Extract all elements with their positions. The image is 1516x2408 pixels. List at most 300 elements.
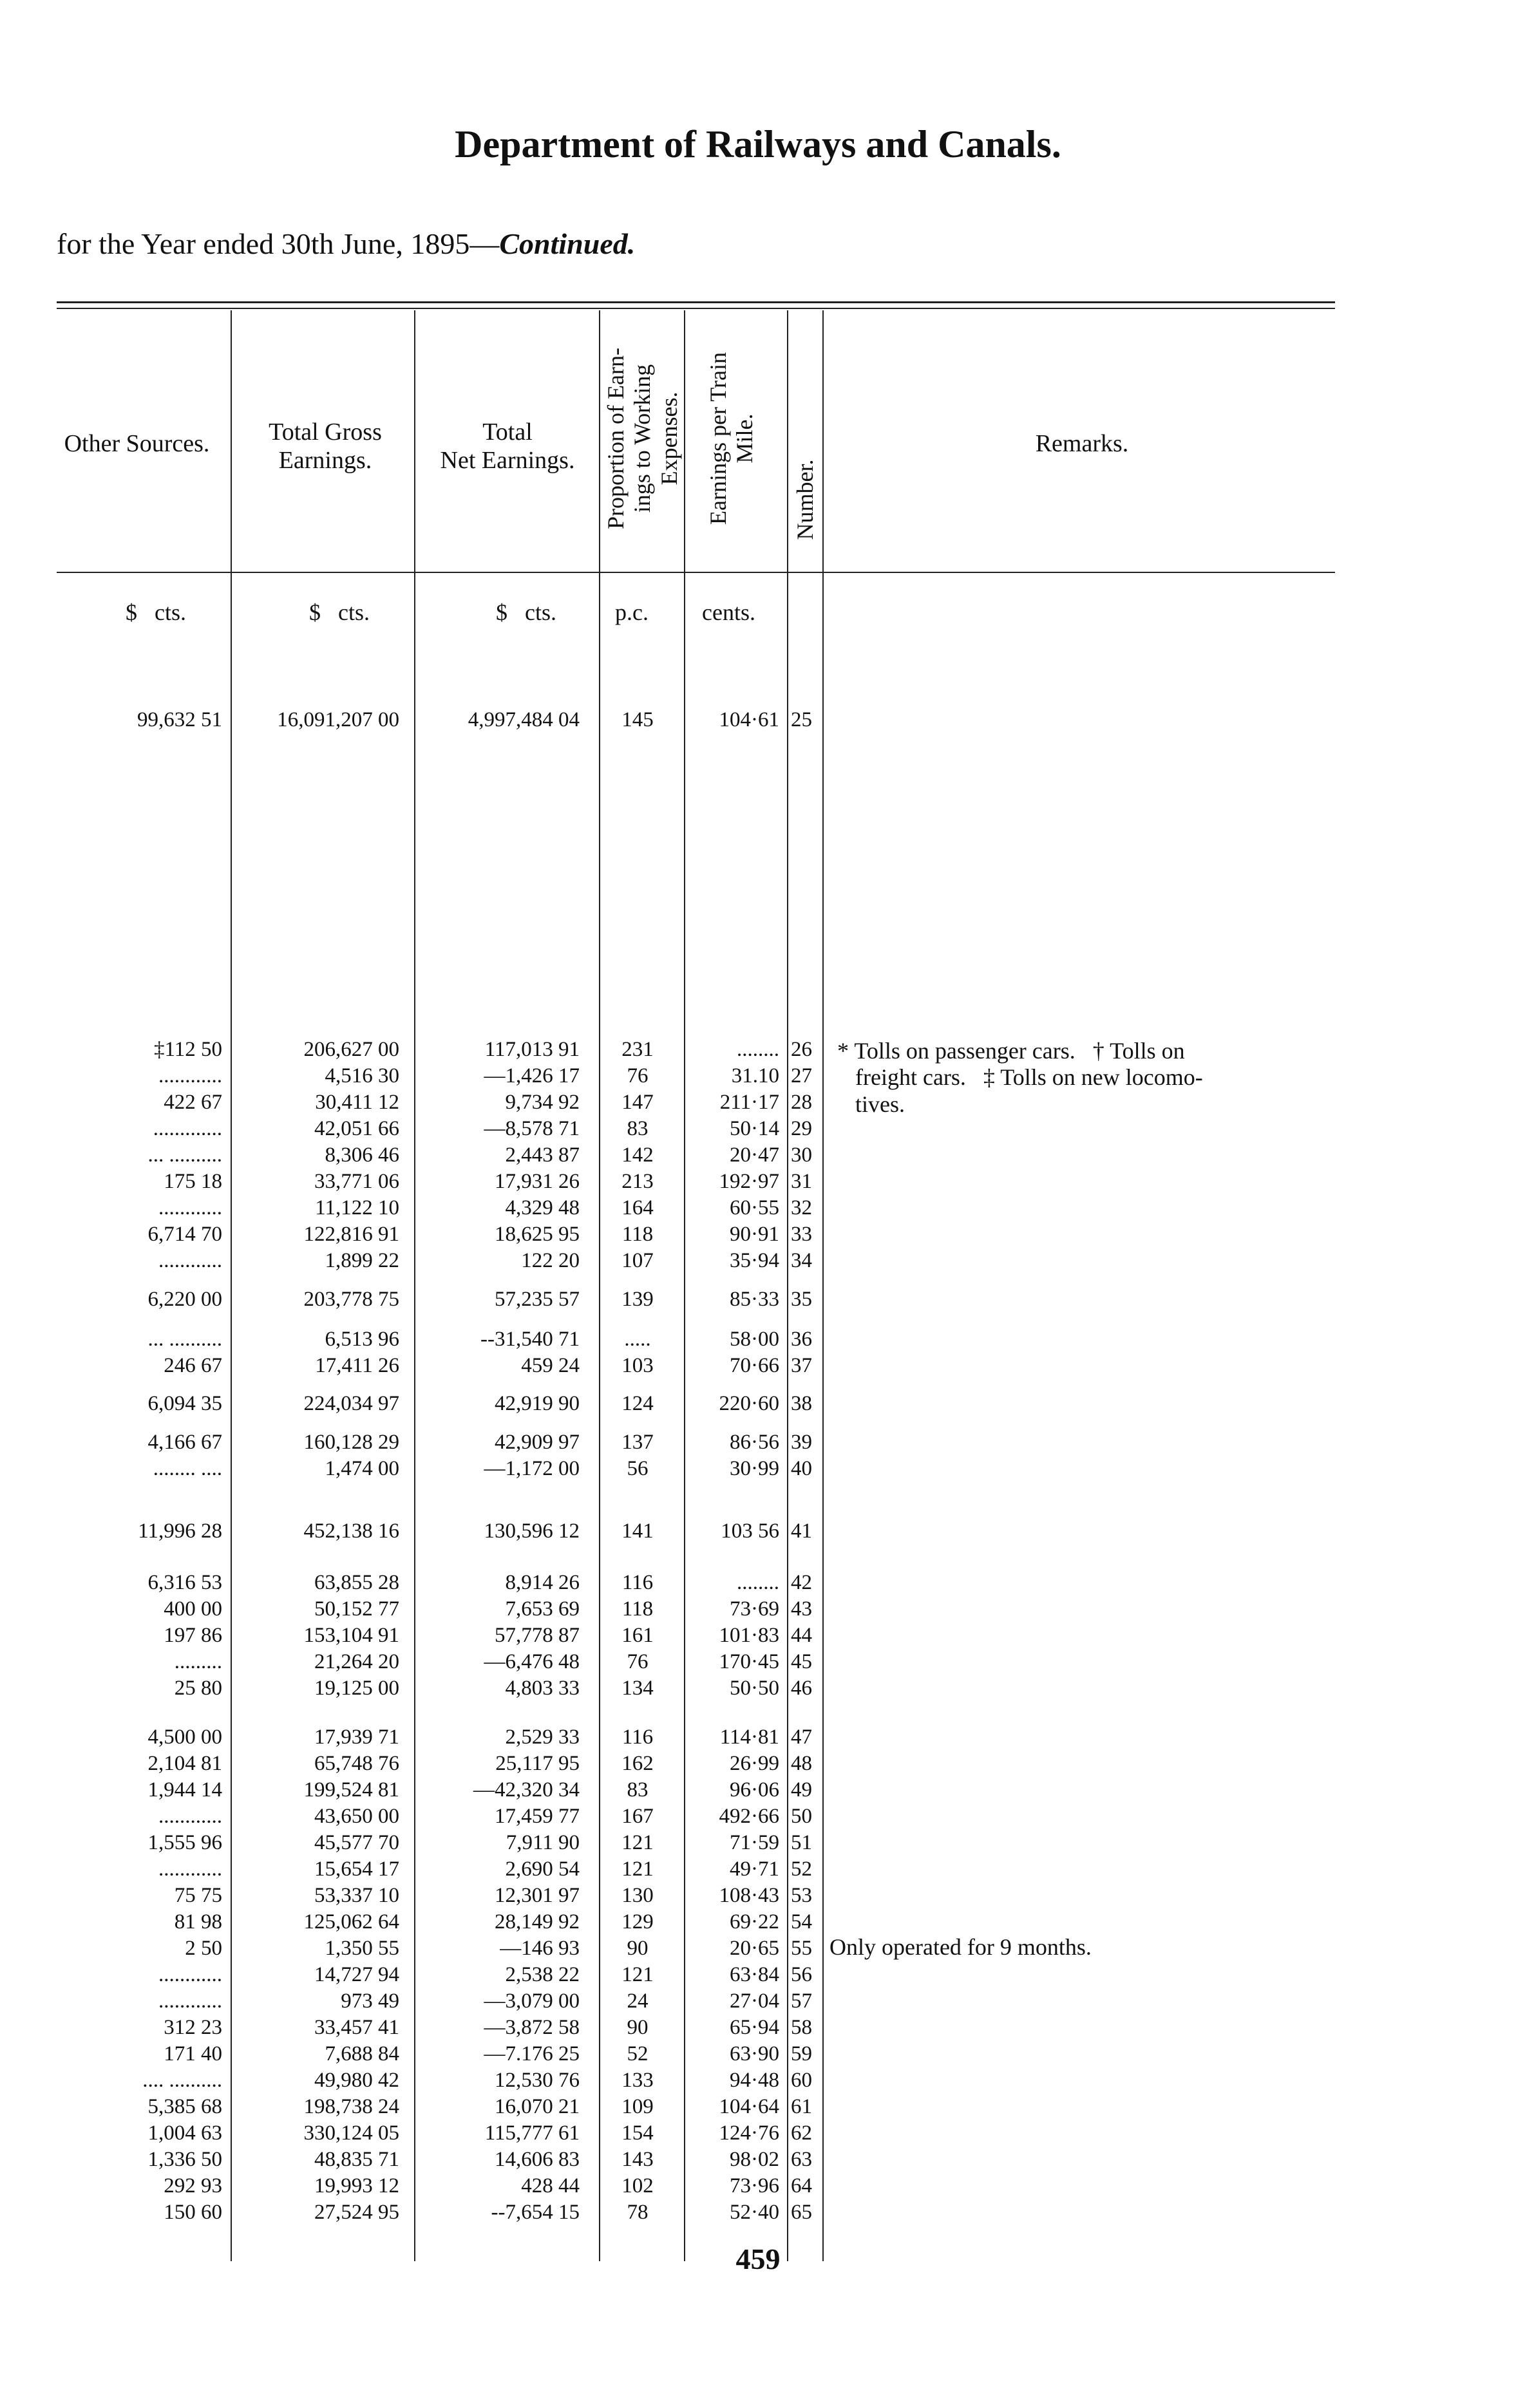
cell-earnings-per-mile: 52·40 — [730, 2201, 779, 2224]
cell-earnings-per-mile: 63·90 — [730, 2042, 779, 2065]
header-earnings-per-mile — [705, 313, 759, 564]
cell-number: 50 — [791, 1805, 812, 1828]
table-row — [0, 1519, 1516, 1546]
cell-proportion: 161 — [621, 1624, 654, 1647]
cell-total-net: 7,653 69 — [505, 1597, 580, 1621]
table-row — [0, 1117, 1516, 1143]
cell-earnings-per-mile: 192·97 — [719, 1170, 779, 1193]
cell-proportion: 52 — [627, 2042, 649, 2065]
cell-other-sources: .... .......... — [142, 2069, 222, 2092]
cell-total-gross: 973 49 — [341, 1989, 399, 2013]
cell-total-gross: 45,577 70 — [314, 1831, 399, 1854]
cell-earnings-per-mile: 70·66 — [730, 1354, 779, 1377]
cell-other-sources: ............ — [158, 1064, 222, 1087]
cell-other-sources: ............ — [158, 1196, 222, 1219]
cell-number: 52 — [791, 1858, 812, 1881]
cell-other-sources: 81 98 — [174, 1910, 222, 1933]
cell-other-sources: 6,714 70 — [147, 1223, 222, 1246]
unit-epm: cents. — [702, 599, 755, 625]
cell-other-sources: ............ — [158, 1858, 222, 1881]
cell-other-sources: 400 00 — [164, 1597, 222, 1621]
table-row — [0, 1143, 1516, 1170]
remark-tolls-line2: freight cars. ‡ Tolls on new locomo- — [855, 1064, 1203, 1091]
cell-total-net: 2,690 54 — [505, 1858, 580, 1881]
cell-total-net: 4,329 48 — [505, 1196, 580, 1219]
remark-tolls — [837, 1038, 1333, 1118]
cell-total-gross: 4,516 30 — [325, 1064, 399, 1087]
cell-other-sources: 6,220 00 — [147, 1288, 222, 1311]
cell-total-gross: 14,727 94 — [314, 1963, 399, 1986]
cell-proportion: 129 — [621, 1910, 654, 1933]
table-row — [0, 2069, 1516, 2095]
cell-total-net: --31,540 71 — [480, 1328, 580, 1351]
table-row — [0, 1571, 1516, 1597]
cell-total-gross: 30,411 12 — [315, 1091, 399, 1114]
cell-total-net: —8,578 71 — [484, 1117, 580, 1140]
cell-proportion: 139 — [621, 1288, 654, 1311]
table-row — [0, 1249, 1516, 1275]
cell-number: 26 — [791, 1038, 812, 1061]
cell-total-gross: 8,306 46 — [325, 1143, 399, 1167]
cell-earnings-per-mile: 65·94 — [730, 2016, 779, 2039]
table-row — [0, 2042, 1516, 2069]
cell-total-net: 2,538 22 — [505, 1963, 580, 1986]
cell-total-net: —7.176 25 — [484, 2042, 580, 2065]
cell-earnings-per-mile: 103 56 — [721, 1519, 779, 1543]
header-epm-line2: Mile. — [732, 413, 758, 464]
cell-total-gross: 63,855 28 — [314, 1571, 399, 1594]
table-row — [0, 1597, 1516, 1624]
cell-total-gross: 21,264 20 — [314, 1650, 399, 1673]
cell-total-gross: 203,778 75 — [303, 1288, 399, 1311]
cell-earnings-per-mile: 101·83 — [719, 1624, 779, 1647]
table-row — [0, 1457, 1516, 1483]
cell-total-net: —3,872 58 — [484, 2016, 580, 2039]
cell-proportion: 56 — [627, 1457, 649, 1480]
cell-other-sources: 1,555 96 — [147, 1831, 222, 1854]
cell-proportion: 103 — [621, 1354, 654, 1377]
cell-total-net: 14,606 83 — [495, 2148, 580, 2171]
cell-total-gross: 17,939 71 — [314, 1726, 399, 1749]
cell-total-net: 18,625 95 — [495, 1223, 580, 1246]
cell-proportion: 90 — [627, 1937, 649, 1960]
table-row — [0, 1989, 1516, 2016]
unit-net: $ cts. — [496, 599, 556, 625]
cell-total-gross: 48,835 71 — [314, 2148, 399, 2171]
cell-total-gross: 33,457 41 — [314, 2016, 399, 2039]
cell-total-net: —6,476 48 — [484, 1650, 580, 1673]
cell-total-net: 16,070 21 — [495, 2095, 580, 2118]
table-row — [0, 1778, 1516, 1805]
cell-number: 61 — [791, 2095, 812, 2118]
cell-proportion: 76 — [627, 1064, 649, 1087]
cell-total-net: 428 44 — [521, 2174, 580, 2197]
cell-total-net: 2,443 87 — [505, 1143, 580, 1167]
table-row — [0, 1858, 1516, 1884]
cell-earnings-per-mile: 220·60 — [719, 1392, 779, 1415]
cell-total-gross: 330,124 05 — [303, 2121, 399, 2145]
table-row — [0, 1831, 1516, 1858]
cell-earnings-per-mile: 20·47 — [730, 1143, 779, 1167]
cell-total-gross: 122,816 91 — [303, 1223, 399, 1246]
cell-proportion: 162 — [621, 1752, 654, 1775]
cell-proportion: 130 — [621, 1884, 654, 1907]
cell-other-sources: 4,166 67 — [147, 1431, 222, 1454]
cell-number: 57 — [791, 1989, 812, 2013]
cell-other-sources: 99,632 51 — [137, 708, 222, 731]
header-number — [792, 435, 819, 564]
table-row — [0, 1752, 1516, 1778]
cell-proportion: 134 — [621, 1677, 654, 1700]
table-row — [0, 1196, 1516, 1223]
cell-total-net: 7,911 90 — [506, 1831, 580, 1854]
cell-other-sources: ............ — [158, 1805, 222, 1828]
cell-earnings-per-mile: 98·02 — [730, 2148, 779, 2171]
cell-total-gross: 15,654 17 — [314, 1858, 399, 1881]
cell-other-sources: 1,944 14 — [147, 1778, 222, 1801]
cell-earnings-per-mile: 108·43 — [719, 1884, 779, 1907]
cell-number: 54 — [791, 1910, 812, 1933]
cell-earnings-per-mile: 73·69 — [730, 1597, 779, 1621]
cell-total-gross: 452,138 16 — [303, 1519, 399, 1543]
cell-other-sources: ............ — [158, 1963, 222, 1986]
cell-total-net: —1,426 17 — [484, 1064, 580, 1087]
cell-number: 64 — [791, 2174, 812, 2197]
cell-other-sources: 422 67 — [164, 1091, 222, 1114]
cell-earnings-per-mile: 114·81 — [719, 1726, 779, 1749]
cell-total-gross: 160,128 29 — [303, 1431, 399, 1454]
cell-number: 41 — [791, 1519, 812, 1543]
cell-earnings-per-mile: 104·64 — [719, 2095, 779, 2118]
subtitle-continued: Continued. — [499, 227, 636, 260]
cell-total-net: 130,596 12 — [484, 1519, 580, 1543]
cell-earnings-per-mile: 71·59 — [730, 1831, 779, 1854]
cell-number: 25 — [791, 708, 812, 731]
remark-tolls-line1: * Tolls on passenger cars. † Tolls on — [837, 1038, 1185, 1064]
cell-total-gross: 19,993 12 — [314, 2174, 399, 2197]
header-other-sources: Other Sources. — [64, 430, 210, 457]
cell-number: 46 — [791, 1677, 812, 1700]
cell-total-net: 17,459 77 — [495, 1805, 580, 1828]
table-row — [0, 1805, 1516, 1831]
cell-proportion: 213 — [621, 1170, 654, 1193]
cell-proportion: 118 — [621, 1223, 654, 1246]
cell-other-sources: 292 93 — [164, 2174, 222, 2197]
cell-proportion: 231 — [621, 1038, 654, 1061]
cell-other-sources: ............. — [153, 1117, 222, 1140]
cell-proportion: 76 — [627, 1650, 649, 1673]
table-row — [0, 1937, 1516, 1963]
cell-other-sources: 1,004 63 — [147, 2121, 222, 2145]
unit-other: $ cts. — [126, 599, 186, 625]
table-row — [0, 708, 1516, 735]
cell-earnings-per-mile: 90·91 — [730, 1223, 779, 1246]
cell-other-sources: ... .......... — [147, 1328, 222, 1351]
cell-earnings-per-mile: 96·06 — [730, 1778, 779, 1801]
table-top-rule — [57, 301, 1335, 303]
cell-earnings-per-mile: 27·04 — [730, 1989, 779, 2013]
cell-total-gross: 125,062 64 — [303, 1910, 399, 1933]
table-row — [0, 1223, 1516, 1249]
cell-total-gross: 198,738 24 — [303, 2095, 399, 2118]
cell-proportion: 121 — [621, 1858, 654, 1881]
header-remarks: Remarks. — [1035, 430, 1129, 457]
cell-other-sources: ......... — [174, 1650, 222, 1673]
cell-number: 34 — [791, 1249, 812, 1272]
cell-number: 44 — [791, 1624, 812, 1647]
header-total-net — [417, 419, 598, 475]
cell-other-sources: 171 40 — [164, 2042, 222, 2065]
table-row — [0, 1392, 1516, 1418]
cell-number: 45 — [791, 1650, 812, 1673]
header-proportion-line2: ings to Working — [629, 364, 656, 513]
unit-prop: p.c. — [615, 599, 649, 625]
cell-total-gross: 53,337 10 — [314, 1884, 399, 1907]
cell-total-gross: 17,411 26 — [315, 1354, 399, 1377]
cell-total-net: 122 20 — [521, 1249, 580, 1272]
header-total-net-line1: Total — [482, 419, 533, 446]
cell-total-net: 42,909 97 — [495, 1431, 580, 1454]
cell-total-net: 12,530 76 — [495, 2069, 580, 2092]
subtitle-text: for the Year ended 30th June, 1895— — [57, 227, 500, 260]
cell-total-gross: 1,350 55 — [325, 1937, 399, 1960]
header-number-label: Number. — [792, 459, 818, 540]
cell-earnings-per-mile: ........ — [737, 1571, 779, 1594]
header-proportion-line1: Proportion of Earn- — [603, 348, 629, 529]
cell-earnings-per-mile: 63·84 — [730, 1963, 779, 1986]
cell-earnings-per-mile: 20·65 — [730, 1937, 779, 1960]
cell-number: 48 — [791, 1752, 812, 1775]
cell-proportion: 24 — [627, 1989, 649, 2013]
cell-total-net: --7,654 15 — [491, 2201, 580, 2224]
cell-other-sources: 11,996 28 — [138, 1519, 222, 1543]
cell-proportion: 137 — [621, 1431, 654, 1454]
cell-number: 49 — [791, 1778, 812, 1801]
cell-number: 29 — [791, 1117, 812, 1140]
cell-total-net: 4,803 33 — [505, 1677, 580, 1700]
cell-earnings-per-mile: 85·33 — [730, 1288, 779, 1311]
cell-other-sources: 2,104 81 — [147, 1752, 222, 1775]
cell-other-sources: 2 50 — [185, 1937, 222, 1960]
page-title: Department of Railways and Canals. — [455, 123, 1061, 165]
cell-number: 40 — [791, 1457, 812, 1480]
cell-proportion: 124 — [621, 1392, 654, 1415]
cell-other-sources: 5,385 68 — [147, 2095, 222, 2118]
table-row — [0, 1354, 1516, 1380]
cell-earnings-per-mile: 60·55 — [730, 1196, 779, 1219]
cell-total-gross: 65,748 76 — [314, 1752, 399, 1775]
cell-proportion: ..... — [624, 1328, 651, 1351]
cell-number: 51 — [791, 1831, 812, 1854]
cell-other-sources: ........ .... — [153, 1457, 222, 1480]
table-row — [0, 1910, 1516, 1937]
cell-total-gross: 11,122 10 — [315, 1196, 399, 1219]
cell-number: 36 — [791, 1328, 812, 1351]
table-row — [0, 1677, 1516, 1703]
cell-earnings-per-mile: 26·99 — [730, 1752, 779, 1775]
cell-number: 58 — [791, 2016, 812, 2039]
cell-proportion: 164 — [621, 1196, 654, 1219]
cell-total-gross: 6,513 96 — [325, 1328, 399, 1351]
page-number: 459 — [735, 2243, 781, 2275]
header-bottom-rule — [57, 572, 1335, 573]
cell-other-sources: ............ — [158, 1989, 222, 2013]
table-row — [0, 1288, 1516, 1314]
cell-earnings-per-mile: 35·94 — [730, 1249, 779, 1272]
cell-proportion: 143 — [621, 2148, 654, 2171]
header-proportion — [603, 313, 683, 564]
cell-proportion: 147 — [621, 1091, 654, 1114]
cell-total-net: 28,149 92 — [495, 1910, 580, 1933]
cell-proportion: 116 — [621, 1571, 654, 1594]
cell-proportion: 121 — [621, 1963, 654, 1986]
cell-other-sources: 1,336 50 — [147, 2148, 222, 2171]
header-total-gross-line2: Earnings. — [278, 446, 372, 474]
header-epm-line1: Earnings per Train — [705, 352, 731, 525]
cell-proportion: 133 — [621, 2069, 654, 2092]
cell-total-net: 57,778 87 — [495, 1624, 580, 1647]
cell-other-sources: ... .......... — [147, 1143, 222, 1167]
cell-total-gross: 1,899 22 — [325, 1249, 399, 1272]
header-total-gross-line1: Total Gross — [269, 419, 382, 446]
cell-proportion: 141 — [621, 1519, 654, 1543]
cell-number: 43 — [791, 1597, 812, 1621]
cell-number: 37 — [791, 1354, 812, 1377]
cell-number: 30 — [791, 1143, 812, 1167]
cell-other-sources: ‡112 50 — [153, 1038, 222, 1061]
cell-total-net: 115,777 61 — [484, 2121, 580, 2145]
cell-number: 59 — [791, 2042, 812, 2065]
cell-total-net: —146 93 — [500, 1937, 580, 1960]
cell-number: 32 — [791, 1196, 812, 1219]
table-row — [0, 2095, 1516, 2121]
table-row — [0, 2201, 1516, 2227]
cell-number: 27 — [791, 1064, 812, 1087]
cell-number: 38 — [791, 1392, 812, 1415]
cell-number: 47 — [791, 1726, 812, 1749]
cell-earnings-per-mile: 73·96 — [730, 2174, 779, 2197]
cell-earnings-per-mile: ........ — [737, 1038, 779, 1061]
cell-number: 62 — [791, 2121, 812, 2145]
cell-total-gross: 1,474 00 — [325, 1457, 399, 1480]
cell-number: 35 — [791, 1288, 812, 1311]
cell-total-gross: 43,650 00 — [314, 1805, 399, 1828]
cell-proportion: 83 — [627, 1117, 649, 1140]
header-total-net-line2: Net Earnings. — [440, 446, 575, 474]
cell-earnings-per-mile: 211·17 — [719, 1091, 779, 1114]
remark-tolls-line3: tives. — [855, 1091, 905, 1117]
cell-number: 31 — [791, 1170, 812, 1193]
cell-number: 65 — [791, 2201, 812, 2224]
cell-total-net: 4,997,484 04 — [468, 708, 580, 731]
table-row — [0, 1170, 1516, 1196]
cell-proportion: 78 — [627, 2201, 649, 2224]
cell-other-sources: 75 75 — [174, 1884, 222, 1907]
cell-other-sources: 6,316 53 — [147, 1571, 222, 1594]
cell-proportion: 109 — [621, 2095, 654, 2118]
cell-total-gross: 153,104 91 — [303, 1624, 399, 1647]
table-row — [0, 1726, 1516, 1752]
cell-total-gross: 199,524 81 — [303, 1778, 399, 1801]
cell-proportion: 121 — [621, 1831, 654, 1854]
header-total-gross — [238, 419, 412, 475]
cell-other-sources: 197 86 — [164, 1624, 222, 1647]
cell-other-sources: 312 23 — [164, 2016, 222, 2039]
cell-number: 60 — [791, 2069, 812, 2092]
cell-earnings-per-mile: 170·45 — [719, 1650, 779, 1673]
cell-proportion: 145 — [621, 708, 654, 731]
cell-number: 33 — [791, 1223, 812, 1246]
cell-proportion: 107 — [621, 1249, 654, 1272]
cell-other-sources: ............ — [158, 1249, 222, 1272]
cell-proportion: 142 — [621, 1143, 654, 1167]
cell-number: 39 — [791, 1431, 812, 1454]
cell-earnings-per-mile: 50·50 — [730, 1677, 779, 1700]
remark-only-operated: Only operated for 9 months. — [829, 1934, 1092, 1960]
cell-total-net: 459 24 — [521, 1354, 580, 1377]
cell-earnings-per-mile: 94·48 — [730, 2069, 779, 2092]
cell-number: 63 — [791, 2148, 812, 2171]
table-row — [0, 1328, 1516, 1354]
cell-number: 56 — [791, 1963, 812, 1986]
cell-total-gross: 16,091,207 00 — [277, 708, 399, 731]
cell-proportion: 118 — [621, 1597, 654, 1621]
cell-other-sources: 246 67 — [164, 1354, 222, 1377]
cell-number: 28 — [791, 1091, 812, 1114]
page-subtitle — [57, 227, 635, 261]
header-proportion-line3: Expenses. — [656, 391, 682, 485]
cell-other-sources: 150 60 — [164, 2201, 222, 2224]
cell-number: 55 — [791, 1937, 812, 1960]
cell-earnings-per-mile: 104·61 — [719, 708, 779, 731]
cell-total-net: 12,301 97 — [495, 1884, 580, 1907]
cell-earnings-per-mile: 58·00 — [730, 1328, 779, 1351]
cell-earnings-per-mile: 86·56 — [730, 1431, 779, 1454]
cell-proportion: 116 — [621, 1726, 654, 1749]
cell-total-net: 117,013 91 — [484, 1038, 580, 1061]
table-row — [0, 1884, 1516, 1910]
table-row — [0, 2174, 1516, 2201]
cell-total-gross: 27,524 95 — [314, 2201, 399, 2224]
table-row — [0, 1624, 1516, 1650]
cell-proportion: 167 — [621, 1805, 654, 1828]
table-row — [0, 1431, 1516, 1457]
cell-total-net: 17,931 26 — [495, 1170, 580, 1193]
table-row — [0, 2148, 1516, 2174]
cell-total-gross: 33,771 06 — [314, 1170, 399, 1193]
cell-total-net: —42,320 34 — [473, 1778, 580, 1801]
cell-total-net: 57,235 57 — [495, 1288, 580, 1311]
cell-earnings-per-mile: 492·66 — [719, 1805, 779, 1828]
table-row — [0, 1650, 1516, 1677]
cell-total-gross: 206,627 00 — [303, 1038, 399, 1061]
cell-other-sources: 25 80 — [174, 1677, 222, 1700]
cell-total-gross: 49,980 42 — [314, 2069, 399, 2092]
cell-earnings-per-mile: 31.10 — [731, 1064, 779, 1087]
table-row — [0, 1963, 1516, 1989]
cell-proportion: 154 — [621, 2121, 654, 2145]
cell-total-gross: 7,688 84 — [325, 2042, 399, 2065]
cell-total-net: 8,914 26 — [505, 1571, 580, 1594]
cell-total-net: 42,919 90 — [495, 1392, 580, 1415]
cell-other-sources: 175 18 — [164, 1170, 222, 1193]
cell-proportion: 102 — [621, 2174, 654, 2197]
cell-earnings-per-mile: 69·22 — [730, 1910, 779, 1933]
cell-total-net: —3,079 00 — [484, 1989, 580, 2013]
cell-proportion: 83 — [627, 1778, 649, 1801]
cell-other-sources: 6,094 35 — [147, 1392, 222, 1415]
cell-earnings-per-mile: 49·71 — [730, 1858, 779, 1881]
